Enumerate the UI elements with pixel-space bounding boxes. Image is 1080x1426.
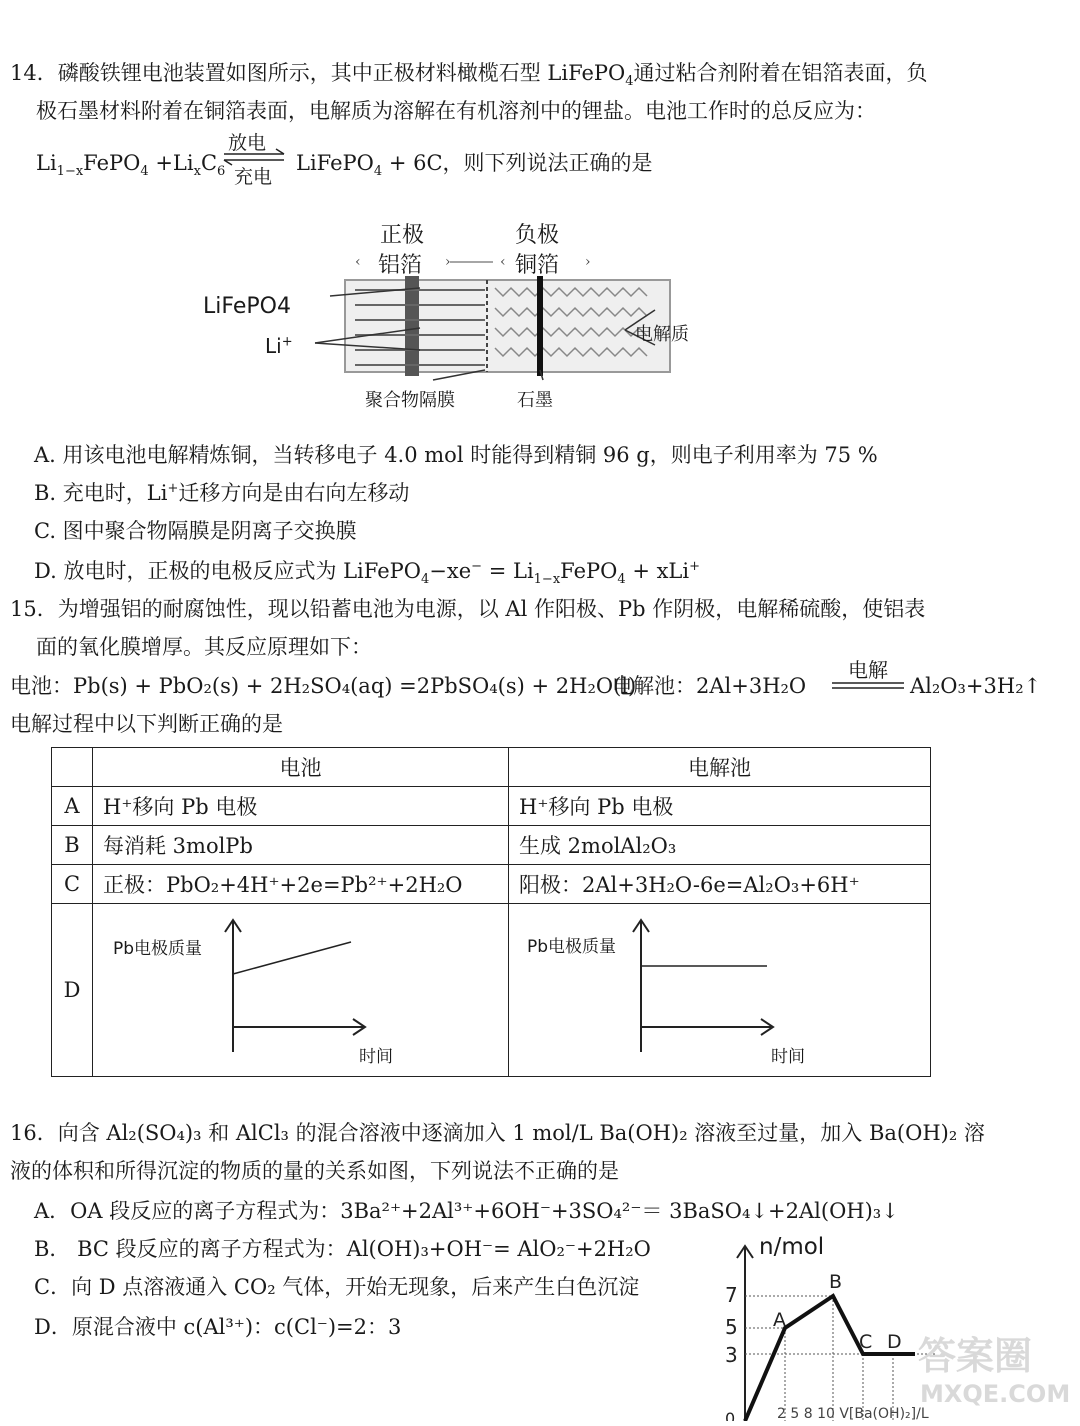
electrolysis-arrow: 电解 — [830, 656, 906, 696]
aluminum-foil-label: 铝箔 — [378, 253, 423, 278]
copper-foil-label: 铜箔 — [515, 253, 560, 278]
q16-line1: 16．向含 Al₂(SO₄)₃ 和 AlCl₃ 的混合溶液中逐滴加入 1 mol/L Ba(OH)₂ 溶液至过量，加入 Ba(OH)₂ 溶 — [10, 1121, 985, 1145]
question-number: 15． — [10, 597, 58, 621]
battery-diagram — [195, 210, 715, 420]
question-number: 16． — [10, 1121, 58, 1145]
q16-line2: 液的体积和所得沉淀的物质的量的关系如图，下列说法不正确的是 — [10, 1159, 619, 1183]
table-row: A H⁺移向 Pb 电极 H⁺移向 Pb 电极 — [52, 787, 931, 826]
electrolyte-label: 电解质 — [635, 324, 689, 345]
graph-cell-battery — [93, 904, 509, 1077]
separator-label: 聚合物隔膜 — [365, 390, 455, 411]
question-number: 14． — [10, 61, 58, 85]
graphite-label: 石墨 — [517, 390, 553, 411]
y-tick-7: 7 — [725, 1283, 738, 1307]
point-b-label: B — [829, 1271, 843, 1293]
graph-x-label: 时间 — [771, 1047, 805, 1067]
watermark-logo-text: 答案圈 — [918, 1334, 1033, 1378]
y-tick-5: 5 — [725, 1315, 738, 1339]
q16-option-b: B． BC 段反应的离子方程式为：Al(OH)₃+OH⁻= AlO₂⁻+2H₂O — [34, 1237, 651, 1261]
negative-electrode-label: 负极 — [515, 223, 560, 248]
point-c-label: C — [859, 1331, 873, 1353]
q14-option-d: D. 放电时，正极的电极反应式为 LiFePO$_4$−xe− = $Li_{1-x}FePO_4 + xLi^+$ — [34, 559, 700, 588]
q14-line2: 极石墨材料附着在铜箔表面，电解质为溶解在有机溶剂中的锂盐。电池工作时的总反应为： — [36, 99, 876, 123]
q15-cell-equation-left: 电解池：2Al+3H₂O — [612, 674, 807, 698]
graph-y-label: Pb电极质量 — [527, 937, 617, 957]
precipitate-curve-drawing — [715, 1236, 1055, 1421]
table-header-row — [52, 748, 931, 787]
column-header-cell: 电解池 — [509, 748, 931, 787]
q14-option-b: B. 充电时，Li+迁移方向是由右向左移动 — [34, 481, 410, 505]
y-tick-3: 3 — [725, 1343, 738, 1367]
svg-text:‹: ‹ — [355, 254, 361, 270]
q14-option-c: C. 图中聚合物隔膜是阴离子交换膜 — [34, 519, 357, 543]
lifepo4-label: LiFePO4 — [203, 294, 291, 319]
q15-cell-equation-right: Al₂O₃+3H₂↑ — [910, 674, 1042, 698]
table-row: B 每消耗 3molPb 生成 2molAl₂O₃ — [52, 826, 931, 865]
precipitate-graph — [715, 1236, 1055, 1421]
q15-line1: 15．为增强铝的耐腐蚀性，现以铅蓄电池为电源，以 Al 作阳极、Pb 作阴极，电解稀硫酸，使铝表 — [10, 597, 926, 621]
graph-y-axis-label: n/mol — [759, 1234, 825, 1260]
q14-equation: $Li_{1-x}FePO_4 +Li_xC_6$ — [36, 151, 226, 180]
graph-x-axis-partial: 2 5 8 10 V[Ba(OH)₂]/L — [777, 1406, 929, 1422]
svg-text:›: › — [445, 254, 451, 270]
point-d-label: D — [887, 1331, 902, 1353]
reversible-arrow: 放电 充电 — [220, 128, 288, 186]
q15-battery-equation: 电池：Pb(s) + PbO₂(s) + 2H₂SO₄(aq) =2PbSO₄(s) + 2H₂O(l) — [10, 674, 637, 698]
column-header-battery: 电池 — [93, 748, 509, 787]
table-row: C 正极：PbO₂+4H⁺+2e=Pb²⁺+2H₂O 阳极：2Al+3H₂O-6e=Al₂O₃+6H⁺ — [52, 865, 931, 904]
q15-line4: 电解过程中以下判断正确的是 — [10, 712, 283, 736]
positive-electrode-label: 正极 — [380, 223, 425, 248]
watermark-url: MXQE.COM — [920, 1380, 1071, 1408]
q15-options-table — [51, 747, 931, 1077]
point-a-label: A — [773, 1309, 786, 1331]
graph-x-label: 时间 — [359, 1047, 393, 1067]
q14-line1: 14．磷酸铁锂电池装置如图所示，其中正极材料橄榄石型 LiFePO$_4$通过粘合剂附着在铝箔表面，负 — [10, 61, 928, 90]
q16-option-a: A．OA 段反应的离子方程式为：3Ba²⁺+2Al³⁺+6OH⁻+3SO₄²⁻＝ 3BaSO₄↓+2Al(OH)₃↓ — [34, 1199, 899, 1223]
graph-y-label: Pb电极质量 — [113, 939, 203, 959]
q16-option-c: C．向 D 点溶液通入 CO₂ 气体，开始无现象，后来产生白色沉淀 — [34, 1275, 640, 1299]
graph-cell-electrolysis — [509, 904, 931, 1077]
q14-equation-right: LiFePO$_4$ + 6C，则下列说法正确的是 — [296, 151, 653, 180]
svg-text:›: › — [585, 254, 591, 270]
q14-option-a: A. 用该电池电解精炼铜，当转移电子 4.0 mol 时能得到精铜 96 g，则电子利用率为 75 % — [34, 443, 878, 467]
li-ion-label: Li+ — [265, 334, 293, 358]
q16-option-d: D．原混合液中 c(Al³⁺)：c(Cl⁻)=2：3 — [34, 1315, 402, 1339]
equals-arrow-icon — [830, 656, 906, 696]
origin-label: 0 — [725, 1409, 736, 1421]
svg-text:‹: ‹ — [500, 254, 506, 270]
table-row: D Pb电极质量 时间 Pb电极质量 时间 — [52, 904, 931, 1077]
q15-line2: 面的氧化膜增厚。其反应原理如下： — [36, 635, 372, 659]
